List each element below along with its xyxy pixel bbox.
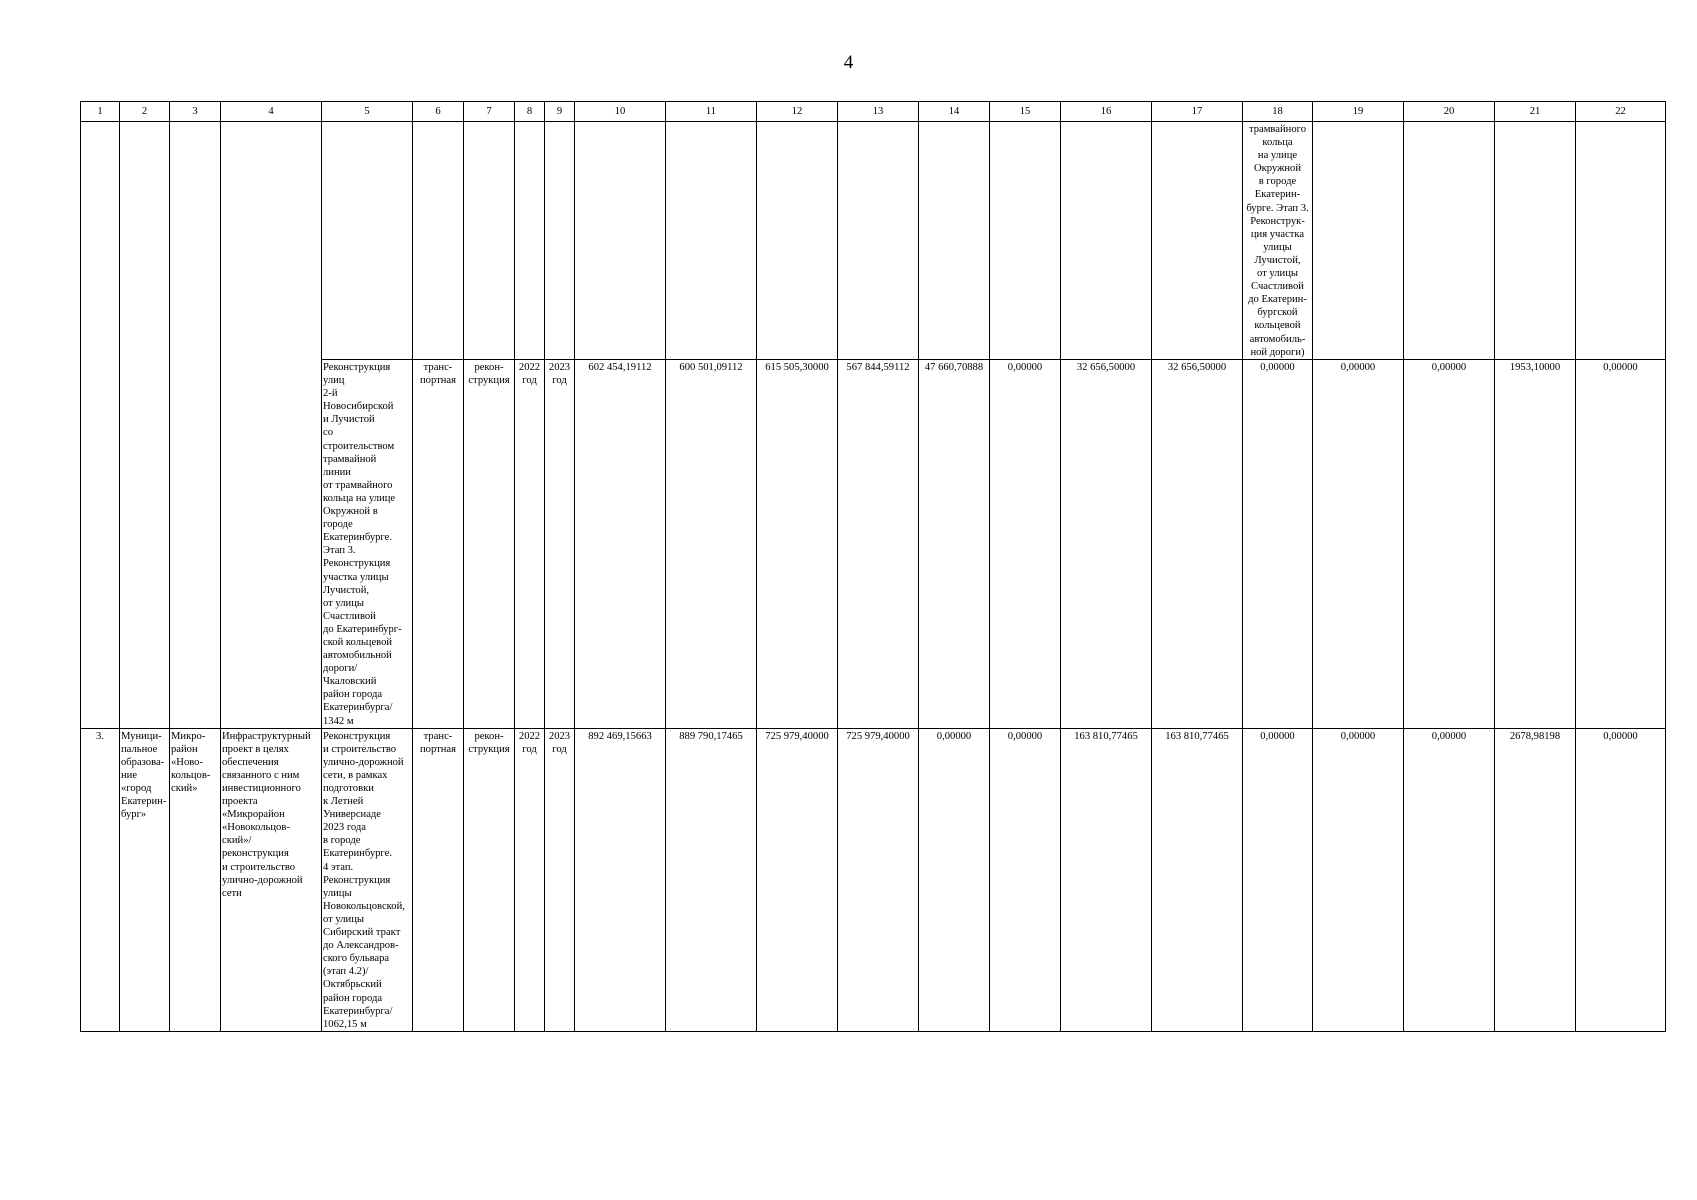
- table-cell: [757, 122, 838, 360]
- table-cell: [120, 122, 170, 729]
- table-cell: 889 790,17465: [666, 728, 757, 1031]
- table-cell: 892 469,15663: [575, 728, 666, 1031]
- table-cell: 0,00000: [1313, 728, 1404, 1031]
- table-cell: 602 454,19112: [575, 360, 666, 729]
- table-cell: [81, 122, 120, 729]
- column-header: 17: [1152, 102, 1243, 122]
- table-cell: Муници- пальное образова- ние «город Екатерин- бург»: [120, 728, 170, 1031]
- table-cell: транс- портная: [413, 728, 464, 1031]
- column-header: 12: [757, 102, 838, 122]
- table-cell: [666, 122, 757, 360]
- table-cell: 600 501,09112: [666, 360, 757, 729]
- column-header: 13: [838, 102, 919, 122]
- table-cell: рекон- струкция: [464, 728, 515, 1031]
- table-cell: 0,00000: [1576, 728, 1666, 1031]
- column-header: 6: [413, 102, 464, 122]
- table-cell: 163 810,77465: [1061, 728, 1152, 1031]
- column-header: 9: [545, 102, 575, 122]
- table-cell: [1576, 122, 1666, 360]
- table-row: [81, 122, 1666, 360]
- table-cell: [1061, 122, 1152, 360]
- table-cell: [464, 122, 515, 360]
- table-cell: [1152, 122, 1243, 360]
- table-cell: 2022 год: [515, 360, 545, 729]
- page-number: 4: [843, 52, 854, 73]
- table-cell: [838, 122, 919, 360]
- table-cell: [919, 122, 990, 360]
- column-header: 11: [666, 102, 757, 122]
- column-header: 18: [1243, 102, 1313, 122]
- column-header: 4: [221, 102, 322, 122]
- table-cell: 0,00000: [1243, 728, 1313, 1031]
- table-cell: Реконструкция улиц 2-й Новосибирской и Лучистой со строительством трамвайной линии от трамвайного кольца на улице Окружной в городе Екатеринбурге. Этап 3. Реконструкция участка улицы Лучистой, от улицы Счастливой до Екатеринбург- ской кольцевой автомобильной дороги/ Чкаловский район города Екатеринбурга/ 1342 м: [322, 360, 413, 729]
- table-cell: 0,00000: [1313, 360, 1404, 729]
- table-cell: 0,00000: [1576, 360, 1666, 729]
- table-cell: 0,00000: [1243, 360, 1313, 729]
- column-header: 20: [1404, 102, 1495, 122]
- table-cell: [1495, 122, 1576, 360]
- table-cell: Реконструкция и строительство улично-дорожной сети, в рамках подготовки к Летней Универсиаде 2023 года в городе Екатеринбурге. 4 этап. Реконструкция улицы Новокольцовской, от улицы Сибирский тракт до Александров- ского бульвара (этап 4.2)/ Октябрьский район города Екатеринбурга/ 1062,15 м: [322, 728, 413, 1031]
- table-cell: 32 656,50000: [1152, 360, 1243, 729]
- table-cell: Микро- район «Ново- кольцов- ский»: [170, 728, 221, 1031]
- table-cell: 0,00000: [990, 728, 1061, 1031]
- table-cell: 2022 год: [515, 728, 545, 1031]
- table-cell: [413, 122, 464, 360]
- table-cell: трамвайного кольца на улице Окружной в городе Екатерин- бурге. Этап 3. Реконструк- ция участка улицы Лучистой, от улицы Счастливой до Екатерин- бургской кольцевой автомобиль- ной дороги): [1243, 122, 1313, 360]
- table-row: [81, 728, 1666, 1031]
- table-cell: [515, 122, 545, 360]
- column-header: 2: [120, 102, 170, 122]
- column-number-row: [81, 102, 1666, 122]
- column-header: 21: [1495, 102, 1576, 122]
- table-cell: 567 844,59112: [838, 360, 919, 729]
- table-cell: 3.: [81, 728, 120, 1031]
- table-cell: 163 810,77465: [1152, 728, 1243, 1031]
- table-cell: 0,00000: [1404, 728, 1495, 1031]
- table-cell: 32 656,50000: [1061, 360, 1152, 729]
- table-cell: 0,00000: [990, 360, 1061, 729]
- investment-projects-table: [80, 101, 1666, 1032]
- table-cell: 47 660,70888: [919, 360, 990, 729]
- column-header: 16: [1061, 102, 1152, 122]
- table-cell: 615 505,30000: [757, 360, 838, 729]
- column-header: 22: [1576, 102, 1666, 122]
- table-cell: транс- портная: [413, 360, 464, 729]
- column-header: 15: [990, 102, 1061, 122]
- table-cell: Инфраструктурный проект в целях обеспечения связанного с ним инвестиционного проекта «Микрорайон «Новокольцов- ский»/ реконструкция и строительство улично-дорожной сети: [221, 728, 322, 1031]
- column-header: 19: [1313, 102, 1404, 122]
- table-cell: [1404, 122, 1495, 360]
- table-cell: 0,00000: [919, 728, 990, 1031]
- table-cell: 1953,10000: [1495, 360, 1576, 729]
- table-cell: [575, 122, 666, 360]
- column-header: 8: [515, 102, 545, 122]
- column-header: 10: [575, 102, 666, 122]
- table-cell: [1313, 122, 1404, 360]
- table-cell: [322, 122, 413, 360]
- table-cell: 725 979,40000: [838, 728, 919, 1031]
- table-cell: [170, 122, 221, 729]
- column-header: 3: [170, 102, 221, 122]
- column-header: 14: [919, 102, 990, 122]
- table-cell: 2023 год: [545, 728, 575, 1031]
- table-cell: 2023 год: [545, 360, 575, 729]
- table-cell: 2678,98198: [1495, 728, 1576, 1031]
- column-header: 7: [464, 102, 515, 122]
- table-cell: 725 979,40000: [757, 728, 838, 1031]
- table-cell: [990, 122, 1061, 360]
- table-cell: рекон- струкция: [464, 360, 515, 729]
- column-header: 1: [81, 102, 120, 122]
- table-cell: [221, 122, 322, 729]
- table-cell: 0,00000: [1404, 360, 1495, 729]
- table-cell: [545, 122, 575, 360]
- column-header: 5: [322, 102, 413, 122]
